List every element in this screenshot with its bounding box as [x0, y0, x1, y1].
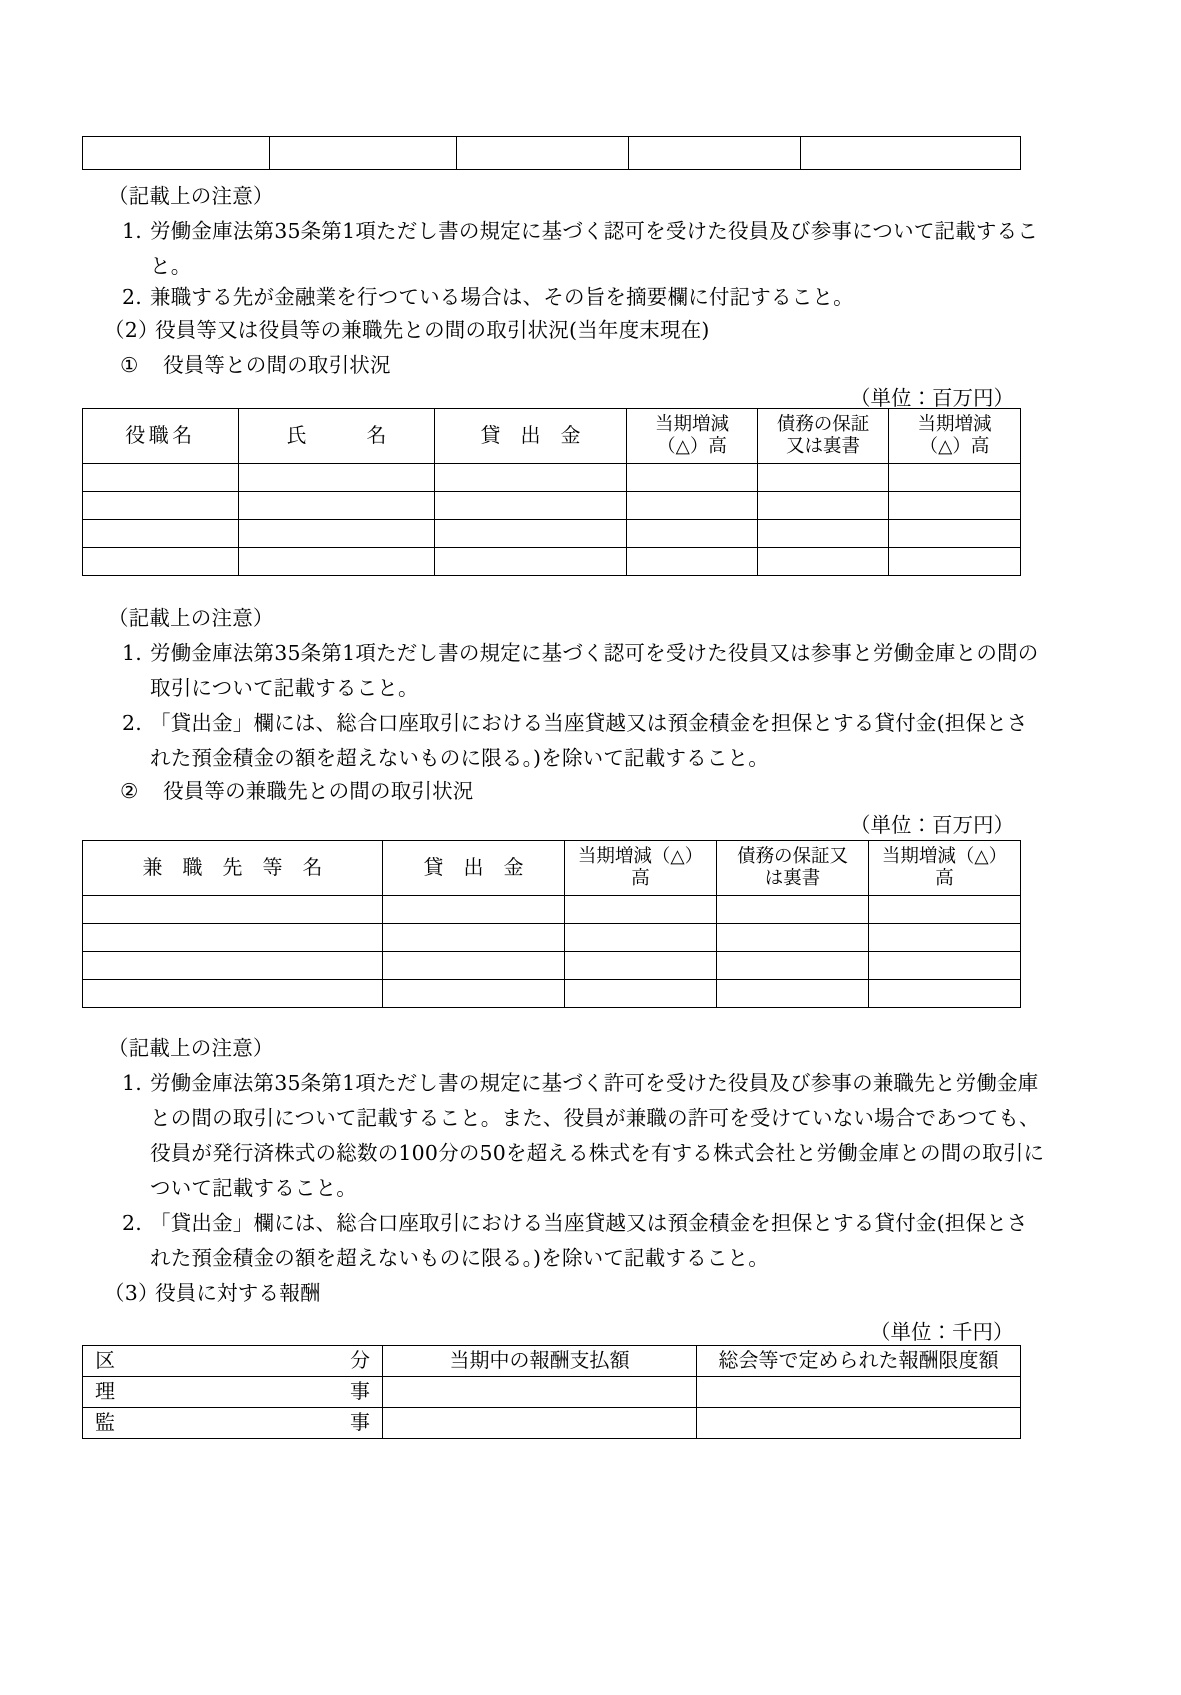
table-row	[83, 1377, 1021, 1408]
table-row	[83, 548, 1021, 576]
column-header-change-2-line-1: 当期増減	[917, 414, 992, 436]
table-cell[interactable]	[83, 980, 383, 1008]
table-header-row	[83, 1346, 1021, 1377]
note-3-2-line-1: 「貸出金」欄には、総合口座取引における当座貸越又は預金積金を担保とする貸付金(担保とさ	[150, 1211, 1028, 1235]
table-cell[interactable]	[83, 492, 239, 520]
column-header-paid-amount	[383, 1346, 697, 1377]
table-cell[interactable]	[383, 1377, 697, 1408]
column-header-change-4	[869, 841, 1021, 896]
table-cell[interactable]	[383, 980, 565, 1008]
row-label-auditor-right: 事	[350, 1410, 370, 1435]
table-cell[interactable]	[270, 137, 457, 170]
section-2-sub1-title: 役員等との間の取引状況	[163, 353, 391, 377]
table-cell[interactable]	[383, 952, 565, 980]
table-row	[83, 137, 1021, 170]
table-cell[interactable]	[239, 492, 435, 520]
notes-heading-2: （記載上の注意）	[108, 606, 274, 630]
table-cell[interactable]	[629, 137, 801, 170]
table-cell[interactable]	[383, 924, 565, 952]
table-cell[interactable]	[697, 1408, 1021, 1439]
column-header-loans	[435, 409, 627, 464]
column-header-category-left: 区	[95, 1348, 115, 1373]
table-cell[interactable]	[889, 492, 1021, 520]
section-3-title: 役員に対する報酬	[155, 1281, 321, 1305]
note-3-1-line-4: ついて記載すること。	[150, 1176, 357, 1200]
notes-heading-1: （記載上の注意）	[108, 184, 274, 208]
table-cell[interactable]	[627, 464, 758, 492]
column-header-guarantee-2	[717, 841, 869, 896]
column-header-name-label: 氏 名	[286, 423, 387, 448]
column-header-guarantee-2-line-2: は裏書	[764, 868, 821, 889]
note-2-2-line-1: 「貸出金」欄には、総合口座取引における当座貸越又は預金積金を担保とする貸付金(担保とさ	[150, 711, 1028, 735]
note-1-line-1: 労働金庫法第35条第1項ただし書の規定に基づく認可を受けた役員及び参事について記載するこ	[150, 219, 1039, 243]
column-header-change-3	[565, 841, 717, 896]
note-1-marker: 1.	[122, 219, 142, 243]
column-header-concurrent-post-label: 兼 職 先 等 名	[142, 855, 323, 880]
column-header-limit-amount	[697, 1346, 1021, 1377]
unit-label-table-2: （単位：百万円）	[850, 813, 1014, 837]
table-cell[interactable]	[83, 137, 270, 170]
table-cell[interactable]	[627, 492, 758, 520]
table-cell[interactable]	[83, 896, 383, 924]
note-2-1-line-1: 労働金庫法第35条第1項ただし書の規定に基づく認可を受けた役員又は参事と労働金庫との間の	[150, 641, 1039, 665]
table-row	[83, 952, 1021, 980]
table-cell[interactable]	[83, 520, 239, 548]
table-cell[interactable]	[435, 464, 627, 492]
column-header-change-2-line-2: （△）高	[919, 436, 990, 457]
table-cell[interactable]	[717, 896, 869, 924]
officer-remuneration-table	[82, 1345, 1021, 1439]
table-cell[interactable]	[565, 924, 717, 952]
section-2-title: 役員等又は役員等の兼職先との間の取引状況(当年度末現在)	[155, 318, 710, 342]
column-header-loans-2	[383, 841, 565, 896]
note-2-2-marker: 2.	[122, 711, 142, 735]
column-header-guarantee-2-line-1: 債務の保証又	[736, 846, 848, 868]
table-cell[interactable]	[239, 520, 435, 548]
table-row	[83, 896, 1021, 924]
column-header-category-right: 分	[350, 1348, 370, 1373]
table-cell[interactable]	[869, 980, 1021, 1008]
table-cell[interactable]	[758, 492, 889, 520]
note-3-1-line-2: との間の取引について記載すること。また、役員が兼職の許可を受けていない場合であつても、	[150, 1106, 1040, 1130]
row-label-auditor	[83, 1408, 383, 1439]
table-row	[83, 1408, 1021, 1439]
table-cell[interactable]	[869, 924, 1021, 952]
column-header-limit-amount-label: 総会等で定められた報酬限度額	[718, 1348, 999, 1373]
table-header-row	[83, 409, 1021, 464]
column-header-change-1-line-1: 当期増減	[654, 414, 729, 436]
officer-transactions-table	[82, 408, 1021, 576]
column-header-paid-amount-label: 当期中の報酬支払額	[449, 1348, 630, 1373]
continued-table-fragment	[82, 136, 1021, 170]
unit-label-table-1: （単位：百万円）	[850, 386, 1014, 410]
column-header-change-3-line-2: 高	[631, 868, 650, 889]
table-cell[interactable]	[758, 464, 889, 492]
notes-heading-3: （記載上の注意）	[108, 1036, 274, 1060]
table-cell[interactable]	[383, 896, 565, 924]
column-header-change-2	[889, 409, 1021, 464]
table-cell[interactable]	[889, 548, 1021, 576]
section-2-sub2-title: 役員等の兼職先との間の取引状況	[163, 779, 474, 803]
column-header-guarantee-line-1: 債務の保証	[776, 414, 870, 436]
note-3-2-line-2: れた預金積金の額を超えないものに限る。)を除いて記載すること。	[150, 1246, 769, 1270]
section-2-marker: （2）	[104, 318, 159, 342]
table-cell[interactable]	[565, 980, 717, 1008]
note-2-1-marker: 1.	[122, 641, 142, 665]
table-cell[interactable]	[801, 137, 1021, 170]
column-header-change-3-line-1: 当期増減（△）	[577, 846, 704, 868]
table-cell[interactable]	[889, 464, 1021, 492]
table-cell[interactable]	[627, 520, 758, 548]
column-header-guarantee-line-2: 又は裏書	[785, 436, 860, 457]
note-3-1-line-3: 役員が発行済株式の総数の100分の50を超える株式を有する株式会社と労働金庫との間の取引に	[150, 1141, 1045, 1165]
column-header-loans-label: 貸 出 金	[480, 423, 581, 448]
table-row	[83, 924, 1021, 952]
column-header-change-4-line-1: 当期増減（△）	[881, 846, 1008, 868]
table-row	[83, 980, 1021, 1008]
table-cell[interactable]	[758, 520, 889, 548]
table-cell[interactable]	[697, 1377, 1021, 1408]
row-label-director-right: 事	[350, 1379, 370, 1404]
table-row	[83, 464, 1021, 492]
note-1-line-2: と。	[150, 254, 192, 278]
row-label-auditor-left: 監	[95, 1410, 115, 1435]
table-row	[83, 520, 1021, 548]
column-header-change-1	[627, 409, 758, 464]
note-2-1-line-2: 取引について記載すること。	[150, 676, 419, 700]
table-cell[interactable]	[239, 548, 435, 576]
table-cell[interactable]	[889, 520, 1021, 548]
note-2-2-line-2: れた預金積金の額を超えないものに限る。)を除いて記載すること。	[150, 746, 769, 770]
note-2-marker: 2.	[122, 285, 142, 309]
column-header-name	[239, 409, 435, 464]
table-cell[interactable]	[383, 1408, 697, 1439]
section-2-sub1-marker: ①	[120, 353, 139, 377]
table-cell[interactable]	[83, 924, 383, 952]
table-cell[interactable]	[869, 896, 1021, 924]
table-cell[interactable]	[717, 980, 869, 1008]
table-cell[interactable]	[435, 492, 627, 520]
table-cell[interactable]	[717, 924, 869, 952]
unit-label-table-3: （単位：千円）	[870, 1320, 1014, 1344]
table-cell[interactable]	[83, 464, 239, 492]
table-cell[interactable]	[435, 548, 627, 576]
note-3-2-marker: 2.	[122, 1211, 142, 1235]
column-header-post-label: 役職名	[125, 423, 196, 448]
column-header-change-1-line-2: （△）高	[657, 436, 727, 457]
table-header-row	[83, 841, 1021, 896]
table-cell[interactable]	[435, 520, 627, 548]
table-cell[interactable]	[758, 548, 889, 576]
table-cell[interactable]	[717, 952, 869, 980]
section-3-marker: （3）	[104, 1281, 159, 1305]
table-cell[interactable]	[627, 548, 758, 576]
column-header-loans-2-label: 貸 出 金	[423, 855, 524, 880]
note-2-line-1: 兼職する先が金融業を行つている場合は、その旨を摘要欄に付記すること。	[150, 285, 854, 309]
row-label-director-left: 理	[95, 1379, 115, 1404]
table-cell[interactable]	[83, 548, 239, 576]
column-header-concurrent-post	[83, 841, 383, 896]
table-row	[83, 492, 1021, 520]
concurrent-post-transactions-table	[82, 840, 1021, 1008]
section-2-sub2-marker: ②	[120, 779, 139, 803]
note-3-1-line-1: 労働金庫法第35条第1項ただし書の規定に基づく許可を受けた役員及び参事の兼職先と労働金庫	[150, 1071, 1039, 1095]
note-3-1-marker: 1.	[122, 1071, 142, 1095]
table-cell[interactable]	[83, 952, 383, 980]
row-label-director	[83, 1377, 383, 1408]
table-cell[interactable]	[565, 896, 717, 924]
column-header-post	[83, 409, 239, 464]
table-cell[interactable]	[239, 464, 435, 492]
column-header-category	[83, 1346, 383, 1377]
column-header-change-4-line-2: 高	[935, 868, 954, 889]
table-cell[interactable]	[457, 137, 629, 170]
table-cell[interactable]	[565, 952, 717, 980]
table-cell[interactable]	[869, 952, 1021, 980]
column-header-guarantee	[758, 409, 889, 464]
